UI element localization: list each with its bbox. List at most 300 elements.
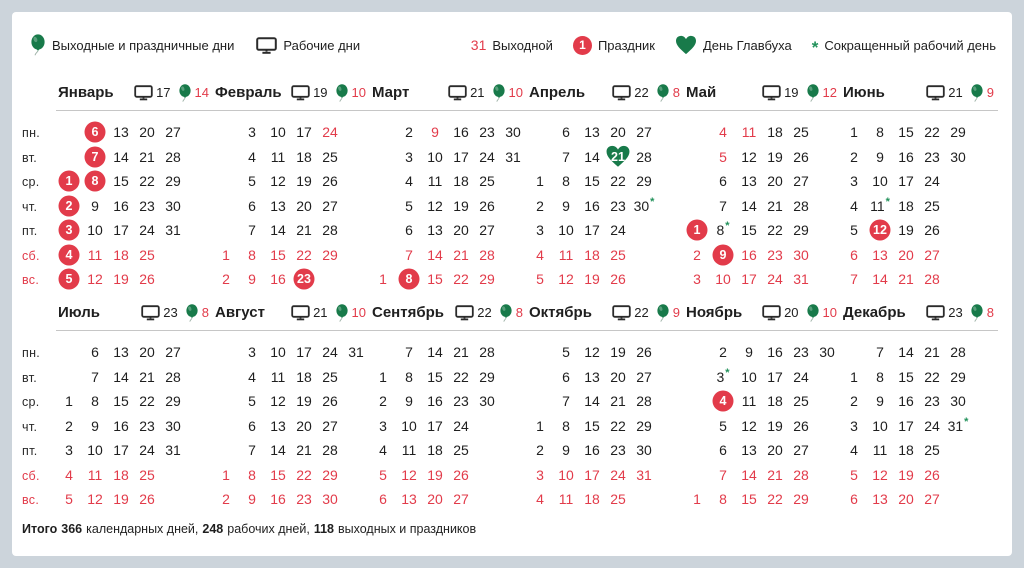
weekday-label-5: пт. [22, 444, 38, 459]
weekend-day-1: 1 [222, 246, 230, 263]
weekend-day-23: 23 [296, 491, 312, 508]
weekend-day-26: 26 [610, 271, 626, 288]
day-17: 17 [296, 344, 312, 361]
month-name: Март [372, 84, 410, 101]
day-20: 20 [767, 173, 783, 190]
weekend-day-6: 6 [850, 491, 858, 508]
day-30: 30 [505, 124, 521, 141]
empty-cell [971, 243, 997, 268]
month-header [213, 302, 370, 331]
empty-cell [657, 389, 683, 414]
empty-cell [343, 169, 369, 194]
empty-cell [945, 267, 971, 292]
month-stats [455, 304, 523, 322]
weekday-label-3: ср. [22, 175, 40, 190]
month-10 [527, 302, 684, 513]
day-2: 2 [719, 344, 727, 361]
empty-cell [343, 145, 369, 170]
empty-cell [841, 340, 867, 365]
monitor-icon [141, 305, 160, 321]
day-6: 6 [248, 197, 256, 214]
weekend-day-11: 11 [558, 491, 574, 508]
day-16: 16 [898, 148, 914, 165]
day-18: 18 [453, 173, 469, 190]
holiday-day-23: 23 [291, 267, 317, 292]
month-9 [370, 302, 527, 513]
month-grid [527, 340, 684, 512]
holiday-day-1: 1 [56, 169, 82, 194]
balloon-icon [656, 304, 670, 322]
empty-cell [945, 243, 971, 268]
day-10: 10 [872, 417, 888, 434]
month-stats [291, 304, 366, 322]
month-stats [926, 304, 994, 322]
month-2 [213, 82, 370, 293]
empty-cell [657, 487, 683, 512]
day-21: 21 [453, 344, 469, 361]
empty-cell [631, 267, 657, 292]
empty-cell [317, 267, 343, 292]
monitor-icon [762, 305, 781, 321]
month-12 [841, 302, 998, 513]
month-stats [134, 84, 209, 102]
weekend-day-6: 6 [379, 491, 387, 508]
empty-cell [684, 340, 710, 365]
weekday-label-6: сб. [22, 248, 40, 263]
empty-cell [500, 463, 526, 488]
empty-cell [945, 218, 971, 243]
day-19: 19 [453, 197, 469, 214]
day-4: 4 [850, 197, 858, 214]
day-6: 6 [562, 368, 570, 385]
weekend-day-12: 12 [87, 271, 103, 288]
weekend-day-18: 18 [113, 466, 129, 483]
weekday-labels [22, 121, 56, 293]
balloon-icon [806, 304, 820, 322]
weekend-day-2: 2 [693, 246, 701, 263]
day-11: 11 [270, 148, 286, 165]
weekend-day-8: 8 [248, 246, 256, 263]
empty-cell [343, 365, 369, 390]
empty-cell [657, 120, 683, 145]
month-header [841, 82, 998, 111]
day-5: 5 [405, 197, 413, 214]
empty-cell [213, 218, 239, 243]
holiday-day-8: 8 [396, 267, 422, 292]
day-22: 22 [924, 124, 940, 141]
weekend-day-7: 7 [850, 271, 858, 288]
day-15: 15 [427, 368, 443, 385]
day-29: 29 [950, 368, 966, 385]
empty-cell [343, 218, 369, 243]
month-name: Май [686, 84, 717, 101]
day-2: 2 [379, 393, 387, 410]
day-11: 11 [270, 368, 286, 385]
day-26: 26 [924, 222, 940, 239]
empty-cell [160, 243, 186, 268]
empty-cell [160, 267, 186, 292]
weekend-day-30: 30 [793, 246, 809, 263]
short-day-11: 11 * [870, 195, 890, 214]
day-21: 21 [139, 148, 155, 165]
weekend-day-24: 24 [610, 466, 626, 483]
day-27: 27 [165, 344, 181, 361]
day-14: 14 [113, 148, 129, 165]
day-7: 7 [562, 393, 570, 410]
weekday-label-7: вс. [22, 493, 40, 508]
offdays-count: 8 [672, 85, 680, 100]
empty-cell [657, 194, 683, 219]
month-7 [56, 302, 213, 513]
month-stats [762, 304, 837, 322]
empty-cell [370, 194, 396, 219]
day-3: 3 [379, 417, 387, 434]
monitor-icon [256, 37, 277, 54]
weekend-day-8: 8 [719, 491, 727, 508]
weekend-day-27: 27 [453, 491, 469, 508]
offdays-count: 12 [822, 85, 837, 100]
day-27: 27 [479, 222, 495, 239]
empty-cell [945, 438, 971, 463]
month-grid [370, 340, 527, 512]
day-14: 14 [427, 344, 443, 361]
empty-cell [684, 145, 710, 170]
weekday-label-2: вт. [22, 150, 38, 165]
empty-cell [186, 267, 212, 292]
day-15: 15 [898, 368, 914, 385]
weekend-day-30: 30 [322, 491, 338, 508]
empty-cell [657, 169, 683, 194]
empty-cell [370, 243, 396, 268]
day-2: 2 [65, 417, 73, 434]
empty-cell [657, 414, 683, 439]
workdays-count: 19 [313, 85, 328, 100]
weekend-day-14: 14 [741, 466, 757, 483]
day-28: 28 [322, 442, 338, 459]
weekend-day-28: 28 [924, 271, 940, 288]
glavbukh-day-number: 21 [611, 149, 625, 164]
day-28: 28 [165, 148, 181, 165]
workdays-count: 23 [948, 305, 963, 320]
day-31: 31 [505, 148, 521, 165]
empty-cell [971, 463, 997, 488]
month-3 [370, 82, 527, 293]
day-3: 3 [850, 417, 858, 434]
workdays-count: 20 [784, 305, 799, 320]
day-6: 6 [91, 344, 99, 361]
glavbukh-day-21 [605, 145, 631, 170]
day-25: 25 [479, 173, 495, 190]
month-header [841, 302, 998, 331]
weekend-day-29: 29 [479, 271, 495, 288]
month-header [370, 302, 527, 331]
day-23: 23 [793, 344, 809, 361]
empty-cell [971, 218, 997, 243]
day-17: 17 [113, 442, 129, 459]
weekend-day-9: 9 [248, 491, 256, 508]
weekend-day-1: 1 [693, 491, 701, 508]
workdays-count: 22 [634, 85, 649, 100]
day-25: 25 [322, 368, 338, 385]
day-14: 14 [113, 368, 129, 385]
day-7: 7 [248, 442, 256, 459]
month-grid [841, 340, 998, 512]
month-8 [213, 302, 370, 513]
month-stats [926, 84, 994, 102]
day-19: 19 [296, 393, 312, 410]
day-29: 29 [793, 222, 809, 239]
empty-cell [343, 463, 369, 488]
legend-short-label: Сокращенный рабочий день [824, 37, 996, 53]
weekend-day-18: 18 [584, 491, 600, 508]
day-24: 24 [479, 148, 495, 165]
month-grid [370, 120, 527, 292]
balloon-icon [492, 84, 506, 102]
day-8: 8 [405, 368, 413, 385]
total-work-days: 248 [202, 522, 224, 536]
balloon-icon [335, 304, 349, 322]
day-19: 19 [296, 173, 312, 190]
day-18: 18 [767, 393, 783, 410]
empty-cell [186, 438, 212, 463]
day-28: 28 [322, 222, 338, 239]
day-2: 2 [536, 442, 544, 459]
weekday-label-6: сб. [22, 468, 40, 483]
day-27: 27 [636, 368, 652, 385]
day-23: 23 [610, 197, 626, 214]
weekend-day-12: 12 [87, 491, 103, 508]
empty-cell [343, 438, 369, 463]
monitor-icon [291, 85, 310, 101]
day-30: 30 [819, 344, 835, 361]
day-10: 10 [87, 222, 103, 239]
day-15: 15 [584, 417, 600, 434]
short-day-asterisk: * [650, 195, 655, 208]
empty-cell [945, 169, 971, 194]
day-29: 29 [165, 173, 181, 190]
day-7: 7 [91, 368, 99, 385]
balloon-icon [178, 84, 192, 102]
weekday-label-2: вт. [22, 370, 38, 385]
day-5: 5 [562, 344, 570, 361]
day-5: 5 [248, 393, 256, 410]
day-12: 12 [741, 148, 757, 165]
legend-short-item [811, 37, 996, 57]
holiday-day-12: 12 [867, 218, 893, 243]
day-16: 16 [898, 393, 914, 410]
empty-cell [500, 389, 526, 414]
empty-cell [814, 120, 840, 145]
weekend-day-10: 10 [715, 271, 731, 288]
holiday-day-7: 7 [82, 145, 108, 170]
weekend-day-14: 14 [872, 271, 888, 288]
offdays-count: 8 [986, 305, 994, 320]
empty-cell [684, 463, 710, 488]
weekend-day-28: 28 [479, 246, 495, 263]
weekend-day-21: 21 [767, 466, 783, 483]
empty-cell [213, 120, 239, 145]
monitor-icon [291, 305, 310, 321]
day-13: 13 [584, 124, 600, 141]
day-23: 23 [139, 197, 155, 214]
empty-cell [343, 194, 369, 219]
day-17: 17 [427, 417, 443, 434]
day-18: 18 [296, 148, 312, 165]
weekend-day-26: 26 [453, 466, 469, 483]
empty-cell [213, 414, 239, 439]
day-25: 25 [924, 442, 940, 459]
heart-icon [675, 35, 697, 55]
total-calendar-days: 366 [61, 522, 83, 536]
workdays-count: 22 [634, 305, 649, 320]
weekend-day-15: 15 [427, 271, 443, 288]
empty-cell [186, 145, 212, 170]
month-stats [762, 84, 837, 102]
balloon-icon [970, 84, 984, 102]
day-12: 12 [741, 417, 757, 434]
day-25: 25 [924, 197, 940, 214]
empty-cell [684, 438, 710, 463]
totals-prefix: Итого [22, 522, 58, 536]
day-16: 16 [453, 124, 469, 141]
day-3: 3 [248, 344, 256, 361]
day-8: 8 [876, 368, 884, 385]
workdays-count: 23 [163, 305, 178, 320]
month-name: Октябрь [529, 304, 592, 321]
weekend-day-5: 5 [65, 491, 73, 508]
totals-footer [22, 522, 476, 536]
empty-cell [814, 267, 840, 292]
day-16: 16 [427, 393, 443, 410]
day-11: 11 [741, 393, 757, 410]
day-24: 24 [924, 417, 940, 434]
weekend-day-31: 31 [636, 466, 652, 483]
weekend-day-11: 11 [741, 124, 757, 141]
day-22: 22 [767, 222, 783, 239]
weekend-day-20: 20 [898, 491, 914, 508]
day-10: 10 [401, 417, 417, 434]
day-14: 14 [741, 197, 757, 214]
empty-cell [474, 414, 500, 439]
day-24: 24 [793, 368, 809, 385]
day-10: 10 [270, 124, 286, 141]
short-day-asterisk: * [725, 366, 730, 379]
month-6 [841, 82, 998, 293]
legend-holiday-item [573, 36, 655, 55]
month-11 [684, 302, 841, 513]
empty-cell [971, 340, 997, 365]
empty-cell [343, 389, 369, 414]
empty-cell [971, 365, 997, 390]
day-12: 12 [270, 173, 286, 190]
weekend-day-25: 25 [139, 246, 155, 263]
day-3: 3 [850, 173, 858, 190]
empty-cell [474, 438, 500, 463]
empty-cell [971, 438, 997, 463]
empty-cell [500, 365, 526, 390]
empty-cell [370, 120, 396, 145]
legend-workday-item [256, 37, 360, 54]
empty-cell [56, 340, 82, 365]
weekend-day-9: 9 [248, 271, 256, 288]
day-31: 31 [165, 442, 181, 459]
day-30: 30 [636, 442, 652, 459]
holiday-day-5: 5 [56, 267, 82, 292]
holiday-circle-icon: 1 [573, 36, 592, 55]
day-23: 23 [453, 393, 469, 410]
day-27: 27 [322, 417, 338, 434]
empty-cell [56, 120, 82, 145]
offdays-count: 8 [515, 305, 523, 320]
day-2: 2 [850, 148, 858, 165]
day-9: 9 [91, 197, 99, 214]
balloon-icon [970, 304, 984, 322]
day-10: 10 [270, 344, 286, 361]
day-26: 26 [793, 148, 809, 165]
day-30: 30 [950, 393, 966, 410]
day-22: 22 [139, 173, 155, 190]
weekday-label-7: вс. [22, 273, 40, 288]
day-1: 1 [379, 368, 387, 385]
day-29: 29 [165, 393, 181, 410]
day-1: 1 [536, 417, 544, 434]
monitor-icon [762, 85, 781, 101]
day-21: 21 [610, 393, 626, 410]
weekend-day-22: 22 [767, 491, 783, 508]
day-13: 13 [427, 222, 443, 239]
weekend-day-26: 26 [139, 491, 155, 508]
empty-cell [500, 438, 526, 463]
day-24: 24 [139, 442, 155, 459]
month-stats [612, 84, 680, 102]
day-8: 8 [562, 417, 570, 434]
empty-cell [186, 340, 212, 365]
holiday-day-8: 8 [82, 169, 108, 194]
day-2: 2 [850, 393, 858, 410]
day-18: 18 [427, 442, 443, 459]
empty-cell [684, 169, 710, 194]
day-13: 13 [741, 173, 757, 190]
day-13: 13 [741, 442, 757, 459]
day-26: 26 [479, 197, 495, 214]
empty-cell [945, 194, 971, 219]
empty-cell [213, 194, 239, 219]
legend-weekend-label: Выходные и праздничные дни [52, 37, 235, 53]
day-10: 10 [872, 173, 888, 190]
empty-cell [814, 243, 840, 268]
monitor-icon [926, 305, 945, 321]
weekend-day-13: 13 [872, 491, 888, 508]
weekend-day-4: 4 [65, 466, 73, 483]
day-20: 20 [610, 124, 626, 141]
day-23: 23 [924, 393, 940, 410]
day-15: 15 [113, 173, 129, 190]
empty-cell [527, 120, 553, 145]
month-name: Январь [58, 84, 114, 101]
day-3: 3 [405, 148, 413, 165]
empty-cell [631, 218, 657, 243]
weekend-day-29: 29 [322, 466, 338, 483]
empty-cell [814, 145, 840, 170]
day-20: 20 [296, 197, 312, 214]
day-25: 25 [322, 148, 338, 165]
day-17: 17 [113, 222, 129, 239]
legend-glavbukh-label: День Главбуха [702, 37, 792, 53]
weekend-day-18: 18 [113, 246, 129, 263]
day-3: 3 [536, 222, 544, 239]
day-14: 14 [584, 393, 600, 410]
empty-cell [657, 438, 683, 463]
